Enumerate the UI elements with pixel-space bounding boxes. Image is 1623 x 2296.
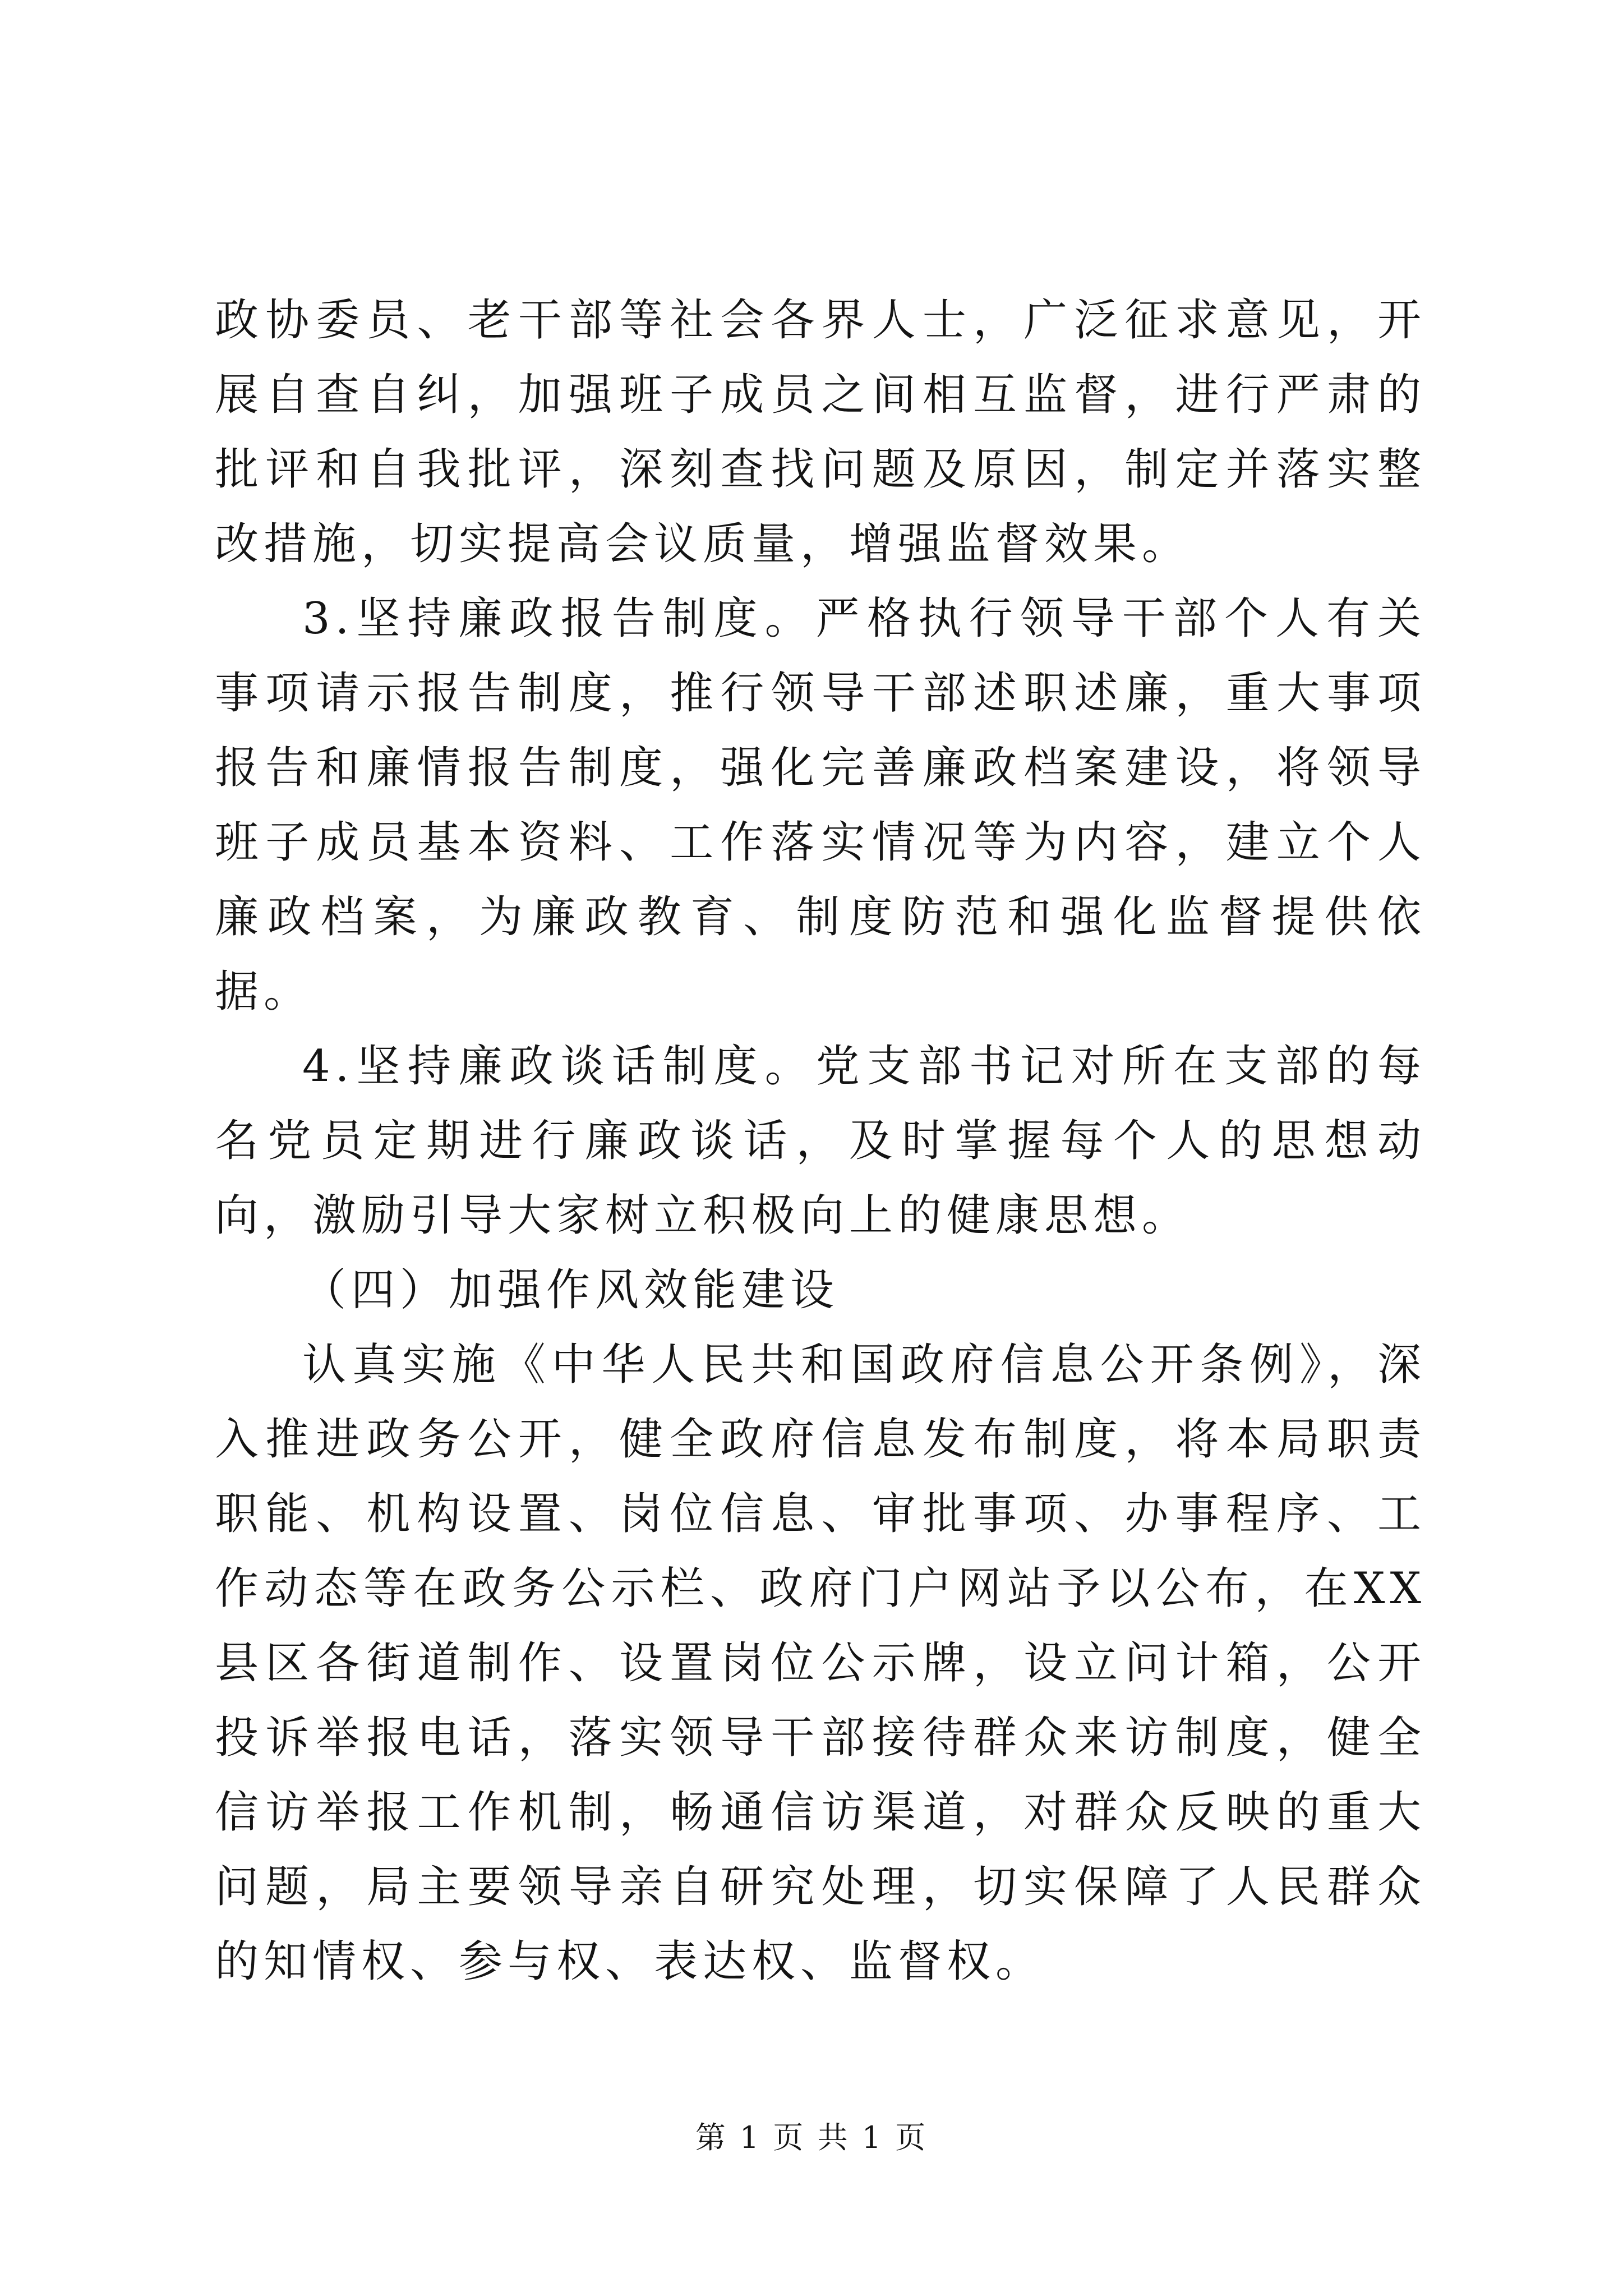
paragraph-item-3: 3.坚持廉政报告制度。严格执行领导干部个人有关事项请示报告制度，推行领导干部述职述廉，重大事项报告和廉情报告制度，强化完善廉政档案建设，将领导班子成员基本资料、工作落实情况等为内容，建立个人廉政档案，为廉政教育、制度防范和强化监督提供依据。 xyxy=(215,593,1426,1017)
section-heading: （四）加强作风效能建设 xyxy=(302,1265,840,1315)
paragraph-section-4-body: 认真实施《中华人民共和国政府信息公开条例》，深入推进政务公开，健全政府信息发布制度，将本局职责职能、机构设置、岗位信息、审批事项、办事程序、工作动态等在政务公示栏、政府门户网站予以公布，在XX县区各街道制作、设置岗位公示牌，设立问计箱，公开投诉举报电话，落实领导干部接待群众来访制度，健全信访举报工作机制，畅通信访渠道，对群众反映的重大问题，局主要领导亲自研究处理，切实保障了人民群众的知情权、参与权、表达权、监督权。 xyxy=(215,1340,1426,1987)
paragraph-continuation: 政协委员、老干部等社会各界人士，广泛征求意见，开展自查自纠，加强班子成员之间相互监督，进行严肃的批评和自我批评，深刻查找问题及原因，制定并落实整改措施，切实提高会议质量，增强监督效果。 xyxy=(215,295,1426,569)
document-body xyxy=(215,283,1426,1999)
page-footer: 第 1 页 共 1 页 xyxy=(695,2120,928,2155)
paragraph-item-4: 4.坚持廉政谈话制度。党支部书记对所在支部的每名党员定期进行廉政谈话，及时掌握每个人的思想动向，激励引导大家树立积极向上的健康思想。 xyxy=(215,1041,1426,1241)
